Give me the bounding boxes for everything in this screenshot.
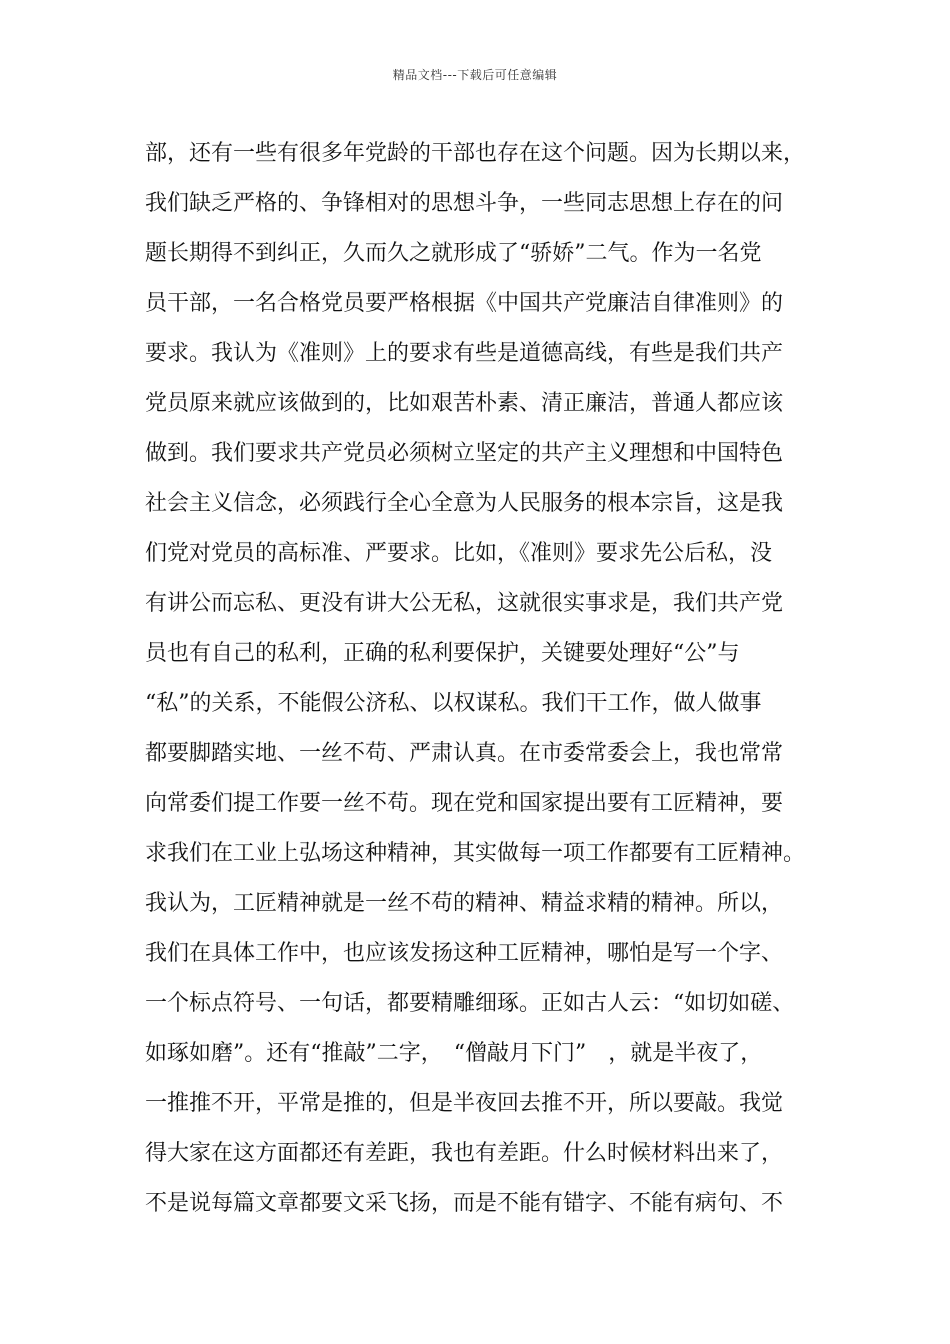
body-line: 向常委们提工作要一丝不苟。现在党和国家提出要有工匠精神，要 bbox=[145, 791, 784, 816]
body-text bbox=[145, 129, 825, 1229]
body-line: 要求。我认为《准则》上的要求有些是道德高线，有些是我们共产 bbox=[145, 341, 784, 366]
body-line: 我们缺乏严格的、争锋相对的思想斗争，一些同志思想上存在的问 bbox=[145, 191, 784, 216]
body-line: “私”的关系，不能假公济私、以权谋私。我们干工作，做人做事 bbox=[145, 691, 762, 716]
body-line: 员也有自己的私利，正确的私利要保护，关键要处理好“公”与 bbox=[145, 641, 740, 666]
body-line: 如琢如磨”。还有“推敲”二字， “僧敲月下门” ，就是半夜了， bbox=[145, 1041, 763, 1066]
page-header: 精品文档---下载后可任意编辑 bbox=[392, 68, 558, 82]
body-line: 党员原来就应该做到的，比如艰苦朴素、清正廉洁，普通人都应该 bbox=[145, 391, 784, 416]
body-line: 有讲公而忘私、更没有讲大公无私，这就很实事求是，我们共产党 bbox=[145, 591, 784, 616]
body-line: 我认为，工匠精神就是一丝不苟的精神、精益求精的精神。所以， bbox=[145, 891, 784, 916]
body-line: 社会主义信念，必须践行全心全意为人民服务的根本宗旨，这是我 bbox=[145, 491, 784, 516]
body-line: 部，还有一些有很多年党龄的干部也存在这个问题。因为长期以来， bbox=[145, 141, 806, 166]
body-line: 做到。我们要求共产党员必须树立坚定的共产主义理想和中国特色 bbox=[145, 441, 784, 466]
body-line: 一推推不开，平常是推的，但是半夜回去推不开，所以要敲。我觉 bbox=[145, 1091, 784, 1116]
body-line: 都要脚踏实地、一丝不苟、严肃认真。在市委常委会上，我也常常 bbox=[145, 741, 784, 766]
body-line: 题长期得不到纠正，久而久之就形成了“骄娇”二气。作为一名党 bbox=[145, 241, 762, 266]
body-line: 们党对党员的高标准、严要求。比如，《准则》要求先公后私，没 bbox=[145, 541, 773, 566]
body-line: 求我们在工业上弘场这种精神，其实做每一项工作都要有工匠精神。 bbox=[145, 841, 806, 866]
body-line: 我们在具体工作中，也应该发扬这种工匠精神，哪怕是写一个字、 bbox=[145, 941, 784, 966]
body-line: 得大家在这方面都还有差距，我也有差距。什么时候材料出来了， bbox=[145, 1141, 784, 1166]
body-line: 一个标点符号、一句话，都要精雕细琢。正如古人云：“如切如磋、 bbox=[145, 991, 795, 1016]
body-line: 员干部，一名合格党员要严格根据《中国共产党廉洁自律准则》的 bbox=[145, 291, 784, 316]
body-line: 不是说每篇文章都要文采飞扬，而是不能有错字、不能有病句、不 bbox=[145, 1191, 784, 1216]
